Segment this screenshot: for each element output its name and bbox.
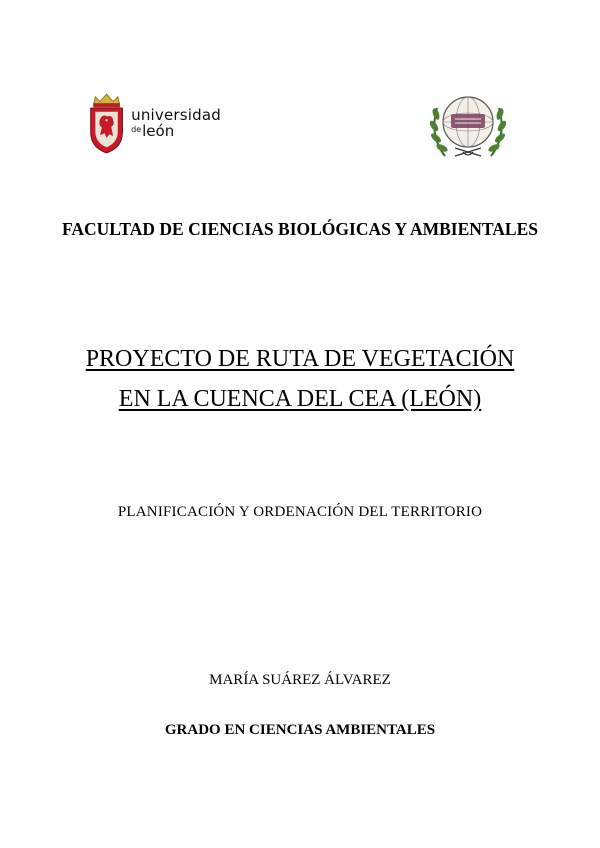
university-name-line1: universidad: [131, 105, 221, 124]
faculty-seal-icon: [425, 86, 511, 168]
degree-heading: GRADO EN CIENCIAS AMBIENTALES: [164, 722, 436, 738]
university-name-leon: león: [142, 121, 175, 140]
university-logo: [86, 88, 221, 158]
author-name: MARÍA SUÁREZ ÁLVAREZ: [209, 672, 391, 688]
university-wordmark: [131, 105, 221, 140]
university-name-line2: [131, 121, 221, 140]
subject-heading: PLANIFICACIÓN Y ORDENACIÓN DEL TERRITORIO: [117, 504, 483, 520]
university-crest-icon: [86, 89, 127, 157]
faculty-heading: FACULTAD DE CIENCIAS BIOLÓGICAS Y AMBIENTALES: [61, 219, 538, 239]
university-name-de: de: [131, 124, 142, 134]
document-title: PROYECTO DE RUTA DE VEGETACIÓN EN LA CUENCA DEL CEA (LEÓN): [85, 346, 515, 412]
